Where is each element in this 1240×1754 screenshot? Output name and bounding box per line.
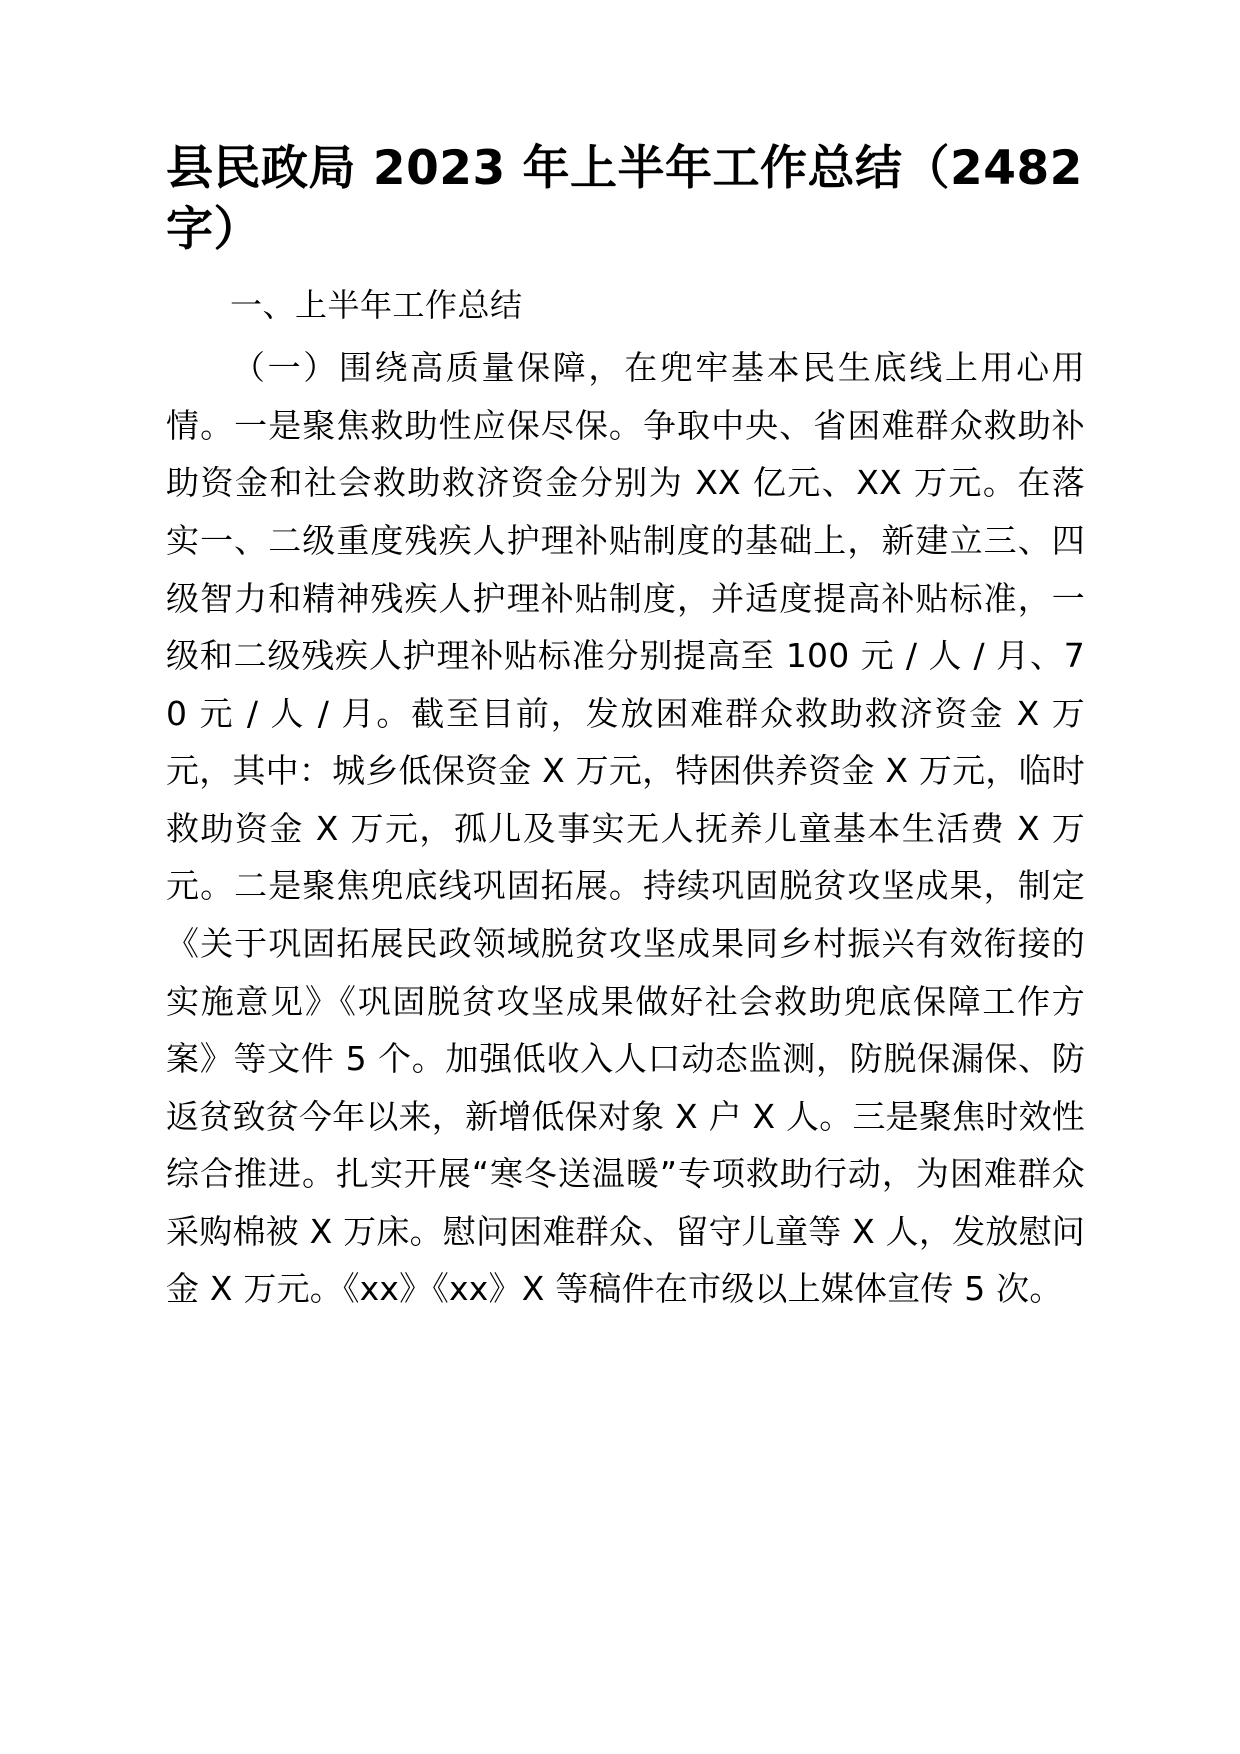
page-title: 县民政局 2023 年上半年工作总结（2482字） — [166, 141, 1083, 258]
body-paragraph-1: （一）围绕高质量保障，在兜牢基本民生底线上用心用情。一是聚焦救助性应保尽保。争取中央、省困难群众救助补助资金和社会救助救济资金分别为 XX 亿元、XX 万元。在落实一、二级重度残疾人护理补贴制度的基础上，新建立三、四级智力和精神残疾人护理补贴制度，并适度提高补贴标准，一级和二级残疾人护理补贴标准分别提高至 100 元 / 人 / 月、70 元 / 人 / 月。截至目前，发放困难群众救助救济资金 X 万元，其中：城乡低保资金 X 万元，特困供养资金 X 万元，临时救助资金 X 万元，孤儿及事实无人抚养儿童基本生活费 X 万元。二是聚焦兜底线巩固拓展。持续巩固脱贫攻坚成果，制定《关于巩固拓展民政领域脱贫攻坚成果同乡村振兴有效衔接的实施意见》《巩固脱贫攻坚成果做好社会救助兜底保障工作方案》等文件 5 个。加强低收入人口动态监测，防脱保漏保、防返贫致贫今年以来，新增低保对象 X 户 X 人。三是聚焦时效性综合推进。扎实开展“寒冬送温暖”专项救助行动，为困难群众采购棉被 X 万床。慰问困难群众、留守儿童等 X 人，发放慰问金 X 万元。《xx》《xx》X 等稿件在市级以上媒体宣传 5 次。 — [166, 348, 1085, 1309]
section-heading-one: 一、上半年工作总结 — [230, 286, 523, 325]
